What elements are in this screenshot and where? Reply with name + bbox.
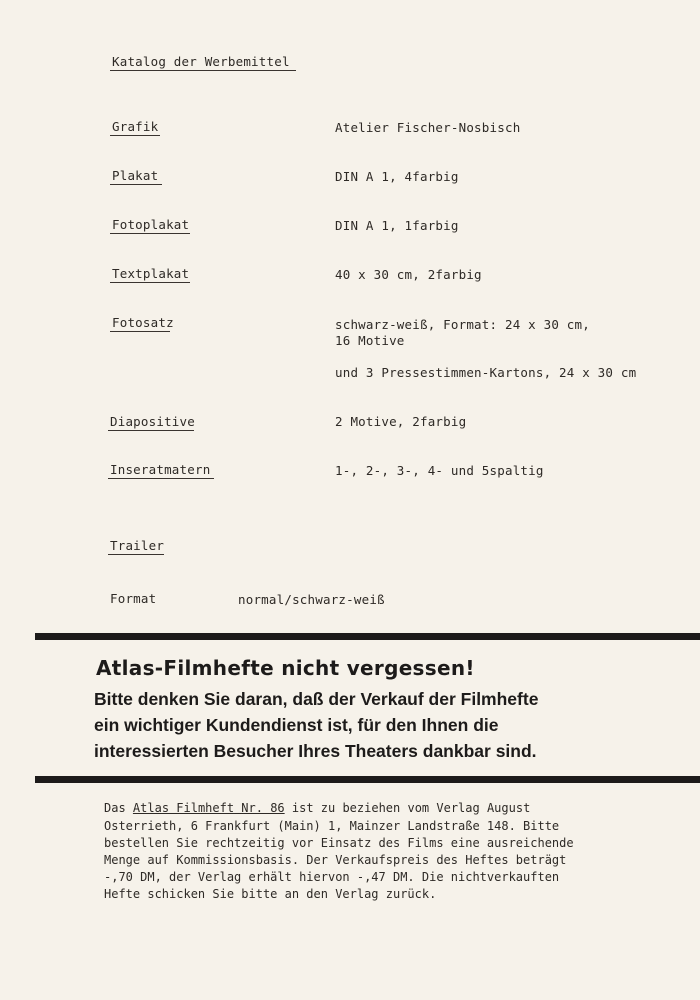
- format-value: normal/schwarz-weiß: [238, 592, 385, 607]
- item-value-fotoplakat: DIN A 1, 1farbig: [335, 218, 459, 233]
- footer-first-line: [104, 801, 530, 815]
- item-underline: [108, 478, 214, 479]
- item-underline: [110, 184, 162, 185]
- notice-line: ein wichtiger Kundendienst ist, für den Ihnen die: [94, 715, 499, 735]
- footer-first-rest: ist zu beziehen vom Verlag August: [291, 801, 531, 815]
- item-value-diapositive: 2 Motive, 2farbig: [335, 414, 467, 429]
- footer-line: -,70 DM, der Verlag erhält hiervon -,47 DM. Die nichtverkauften: [104, 870, 560, 884]
- footer-line: Hefte schicken Sie bitte an den Verlag zurück.: [104, 887, 437, 901]
- item-label-grafik: Grafik: [112, 119, 159, 134]
- notice-bottom-bar: [35, 776, 700, 783]
- catalog-title: Katalog der Werbemittel: [112, 54, 290, 69]
- item-value-inseratmatern: 1-, 2-, 3-, 4- und 5spaltig: [335, 463, 544, 478]
- notice-top-bar: [35, 633, 700, 640]
- item-value-fotosatz-motive: 16 Motive: [335, 333, 405, 348]
- item-value-grafik: Atelier Fischer-Nosbisch: [335, 120, 521, 135]
- item-value-fotosatz: schwarz-weiß, Format: 24 x 30 cm,: [335, 317, 590, 332]
- item-label-fotoplakat: Fotoplakat: [112, 217, 190, 232]
- item-underline: [110, 233, 190, 234]
- item-underline: [108, 430, 194, 431]
- notice-line: Bitte denken Sie daran, daß der Verkauf der Filmhefte: [94, 689, 539, 709]
- item-underline: [110, 135, 160, 136]
- item-label-plakat: Plakat: [112, 168, 159, 183]
- format-label: Format: [110, 591, 157, 606]
- footer-line: Menge auf Kommissionsbasis. Der Verkaufspreis des Heftes beträgt: [104, 853, 567, 867]
- notice-line: interessierten Besucher Ihres Theaters dankbar sind.: [94, 741, 537, 761]
- item-label-fotosatz: Fotosatz: [112, 315, 174, 330]
- filmheft-reference: Atlas Filmheft Nr. 86: [132, 801, 285, 815]
- footer-prefix: Das: [104, 801, 126, 815]
- footer-line: Osterrieth, 6 Frankfurt (Main) 1, Mainzer Landstraße 148. Bitte: [104, 819, 560, 833]
- item-label-textplakat: Textplakat: [112, 266, 190, 281]
- item-value-textplakat: 40 x 30 cm, 2farbig: [335, 267, 482, 282]
- item-underline: [110, 282, 190, 283]
- trailer-label: Trailer: [110, 538, 165, 553]
- trailer-underline: [108, 554, 164, 555]
- item-underline: [110, 331, 170, 332]
- item-label-diapositive: Diapositive: [110, 414, 195, 429]
- notice-headline: Atlas-Filmhefte nicht vergessen!: [96, 656, 475, 680]
- item-value-plakat: DIN A 1, 4farbig: [335, 169, 459, 184]
- item-label-inseratmatern: Inseratmatern: [110, 462, 211, 477]
- catalog-title-underline: [110, 70, 296, 71]
- item-value-fotosatz-kartons: und 3 Pressestimmen-Kartons, 24 x 30 cm: [335, 365, 637, 380]
- footer-line: bestellen Sie rechtzeitig vor Einsatz des Films eine ausreichende: [104, 836, 574, 850]
